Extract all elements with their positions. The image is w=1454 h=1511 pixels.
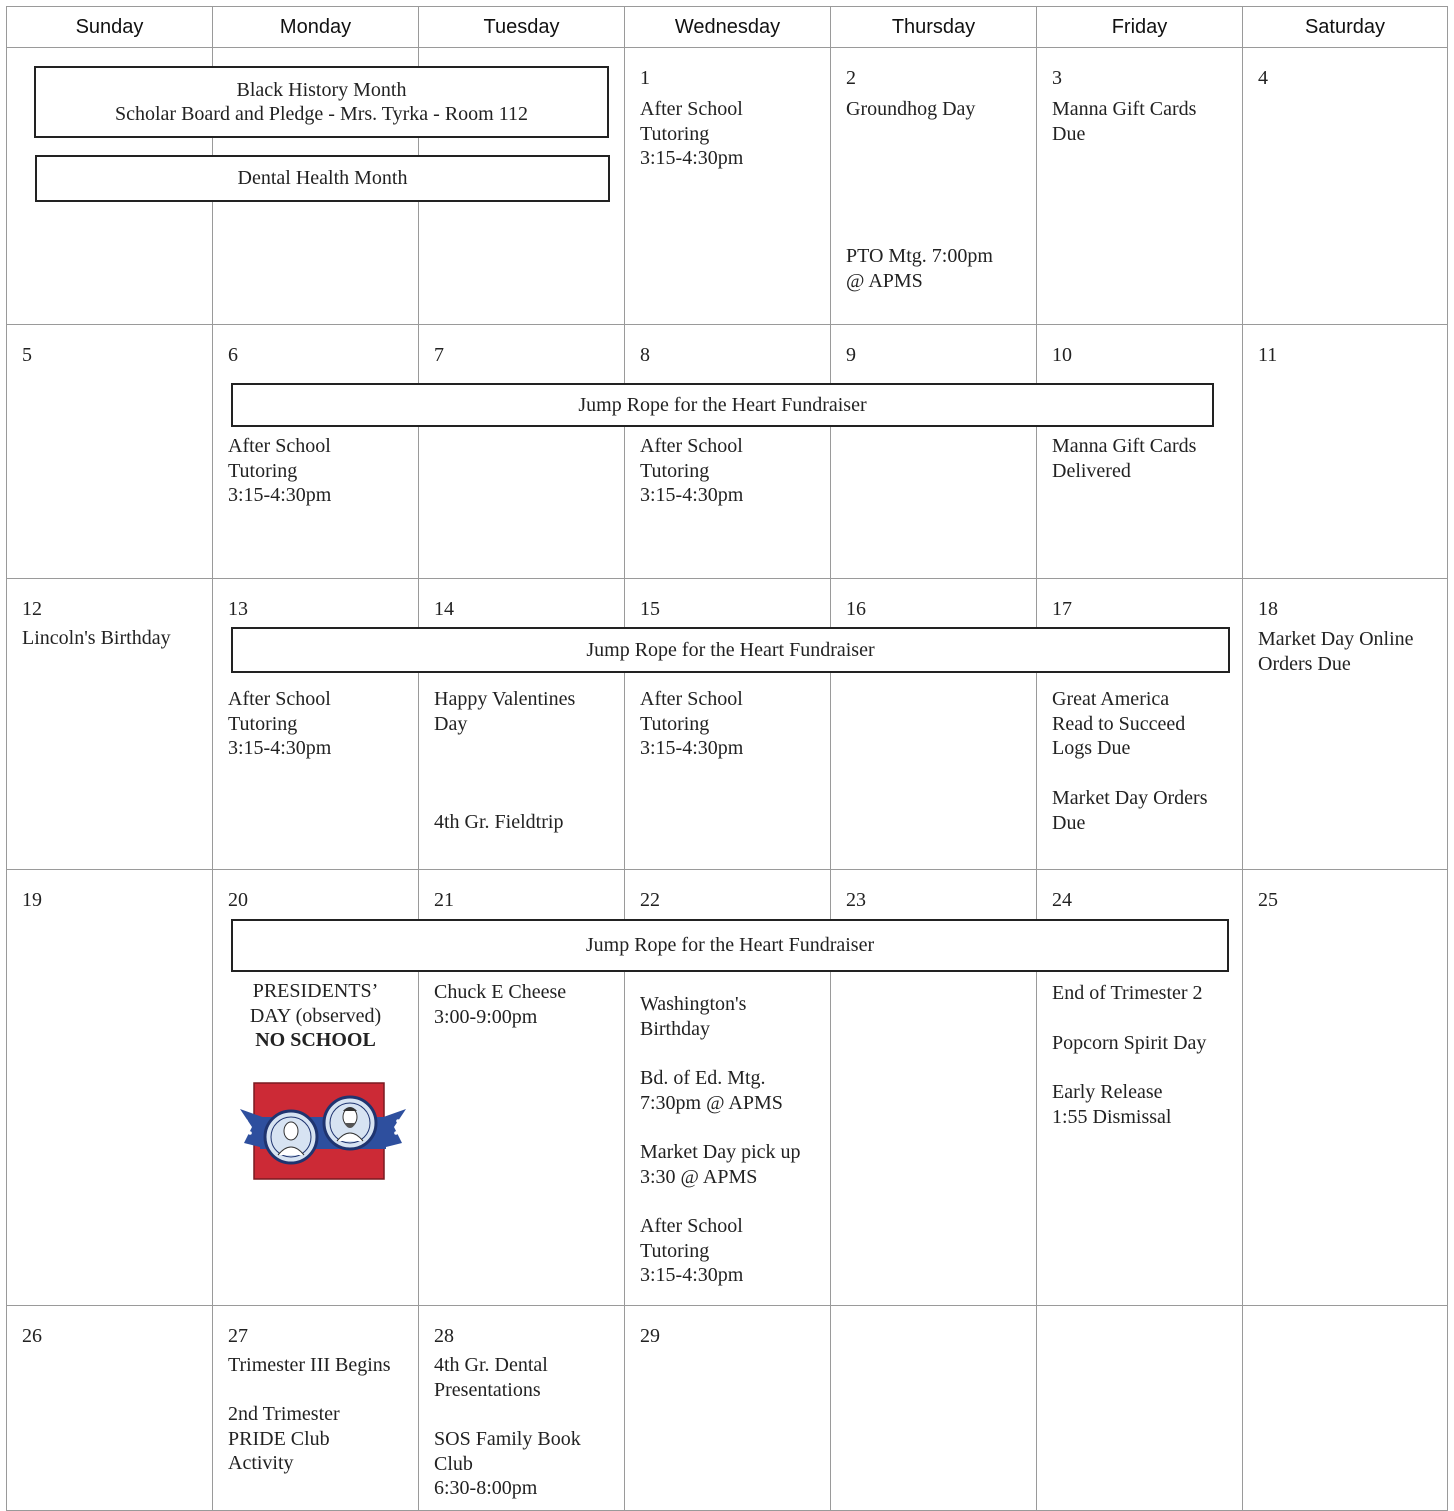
date-number: 13 [228, 598, 248, 620]
day-cell-17 [1036, 578, 1243, 870]
event-washingtons-birthday: Washington's Birthday [640, 993, 747, 1040]
header-monday: Monday [212, 6, 419, 48]
date-number: 18 [1258, 598, 1278, 620]
event-popcorn-spirit-day: Popcorn Spirit Day [1052, 1032, 1207, 1054]
day-cell-4 [1242, 47, 1448, 325]
day-cell-3 [1036, 47, 1243, 325]
date-number: 10 [1052, 344, 1072, 366]
day-cell [1036, 1305, 1243, 1511]
banner-jump-rope-fundraiser: Jump Rope for the Heart Fundraiser [231, 919, 1229, 972]
event-manna-gift-cards-due: Manna Gift Cards Due [1052, 98, 1197, 145]
day-cell-9 [830, 324, 1037, 579]
date-number: 19 [22, 889, 42, 911]
event-valentines-day: Happy Valentines Day [434, 688, 576, 735]
date-number: 23 [846, 889, 866, 911]
date-number: 5 [22, 344, 32, 366]
event-read-to-succeed-logs: Great America Read to Succeed Logs Due [1052, 688, 1186, 759]
day-cell-5 [6, 324, 213, 579]
day-cell-6 [212, 324, 419, 579]
day-cell-19 [6, 869, 213, 1306]
day-cell-14 [418, 578, 625, 870]
date-number: 24 [1052, 889, 1072, 911]
date-number: 4 [1258, 67, 1268, 89]
event-4th-grade-fieldtrip: 4th Gr. Fieldtrip [434, 811, 564, 833]
date-number: 7 [434, 344, 444, 366]
header-wednesday: Wednesday [624, 6, 831, 48]
banner-dental-health-month: Dental Health Month [35, 155, 610, 202]
banner-jump-rope-fundraiser: Jump Rope for the Heart Fundraiser [231, 383, 1214, 427]
day-cell-26 [6, 1305, 213, 1511]
event-dental-presentations: 4th Gr. Dental Presentations [434, 1354, 548, 1401]
header-tuesday: Tuesday [418, 6, 625, 48]
day-cell-1 [624, 47, 831, 325]
event-trimester-iii-begins: Trimester III Begins [228, 1354, 391, 1376]
date-number: 28 [434, 1325, 454, 1347]
day-cell-12 [6, 578, 213, 870]
date-number: 8 [640, 344, 650, 366]
event-sos-family-book-club: SOS Family Book Club 6:30-8:00pm [434, 1428, 581, 1499]
event-after-school-tutoring: After School Tutoring 3:15-4:30pm [228, 435, 332, 506]
header-friday: Friday [1036, 6, 1243, 48]
event-end-of-trimester: End of Trimester 2 [1052, 982, 1203, 1004]
header-sunday: Sunday [6, 6, 213, 48]
date-number: 9 [846, 344, 856, 366]
day-cell-25 [1242, 869, 1448, 1306]
event-after-school-tutoring: After School Tutoring 3:15-4:30pm [640, 435, 744, 506]
date-number: 17 [1052, 598, 1072, 620]
date-number: 15 [640, 598, 660, 620]
header-saturday: Saturday [1242, 6, 1448, 48]
day-cell-16 [830, 578, 1037, 870]
banner-black-history-month: Black History Month Scholar Board and Pledge - Mrs. Tyrka - Room 112 [34, 66, 609, 138]
date-number: 1 [640, 67, 650, 89]
date-number: 29 [640, 1325, 660, 1347]
event-after-school-tutoring: After School Tutoring 3:15-4:30pm [640, 688, 744, 759]
event-presidents-day: PRESIDENTS’ DAY (observed) [249, 980, 382, 1027]
event-board-of-ed-meeting: Bd. of Ed. Mtg. 7:30pm @ APMS [640, 1067, 783, 1114]
february-calendar [6, 6, 1448, 1511]
event-market-day-online-orders: Market Day Online Orders Due [1258, 628, 1414, 675]
day-cell-15 [624, 578, 831, 870]
day-cell-29 [624, 1305, 831, 1511]
event-no-school: NO SCHOOL [255, 1029, 376, 1051]
event-groundhog-day: Groundhog Day [846, 98, 976, 120]
event-chuck-e-cheese: Chuck E Cheese 3:00-9:00pm [434, 981, 567, 1028]
day-cell [830, 1305, 1037, 1511]
date-number: 3 [1052, 67, 1062, 89]
date-number: 14 [434, 598, 454, 620]
date-number: 12 [22, 598, 42, 620]
date-number: 16 [846, 598, 866, 620]
presidents-clipart-icon [238, 1081, 408, 1185]
date-number: 21 [434, 889, 454, 911]
day-cell-2 [830, 47, 1037, 325]
event-after-school-tutoring: After School Tutoring 3:15-4:30pm [640, 98, 744, 169]
event-market-day-orders: Market Day Orders Due [1052, 787, 1208, 834]
date-number: 11 [1258, 344, 1278, 366]
event-pride-club-activity: 2nd Trimester PRIDE Club Activity [228, 1403, 340, 1474]
day-cell-13 [212, 578, 419, 870]
day-cell-18 [1242, 578, 1448, 870]
event-after-school-tutoring: After School Tutoring 3:15-4:30pm [228, 688, 332, 759]
header-thursday: Thursday [830, 6, 1037, 48]
event-pto-meeting: PTO Mtg. 7:00pm @ APMS [846, 245, 993, 292]
date-number: 2 [846, 67, 856, 89]
day-cell-28 [418, 1305, 625, 1511]
date-number: 20 [228, 889, 248, 911]
day-cell [1242, 1305, 1448, 1511]
day-cell-8 [624, 324, 831, 579]
date-number: 6 [228, 344, 238, 366]
banner-jump-rope-fundraiser: Jump Rope for the Heart Fundraiser [231, 627, 1230, 673]
event-manna-gift-cards-delivered: Manna Gift Cards Delivered [1052, 435, 1197, 482]
day-cell-7 [418, 324, 625, 579]
day-cell-11 [1242, 324, 1448, 579]
date-number: 26 [22, 1325, 42, 1347]
date-number: 27 [228, 1325, 248, 1347]
date-number: 25 [1258, 889, 1278, 911]
day-cell-10 [1036, 324, 1243, 579]
date-number: 22 [640, 889, 660, 911]
event-early-release: Early Release 1:55 Dismissal [1052, 1081, 1172, 1128]
event-market-day-pickup: Market Day pick up 3:30 @ APMS [640, 1141, 801, 1188]
event-after-school-tutoring: After School Tutoring 3:15-4:30pm [640, 1215, 744, 1286]
day-cell-27 [212, 1305, 419, 1511]
event-lincolns-birthday: Lincoln's Birthday [22, 627, 171, 649]
